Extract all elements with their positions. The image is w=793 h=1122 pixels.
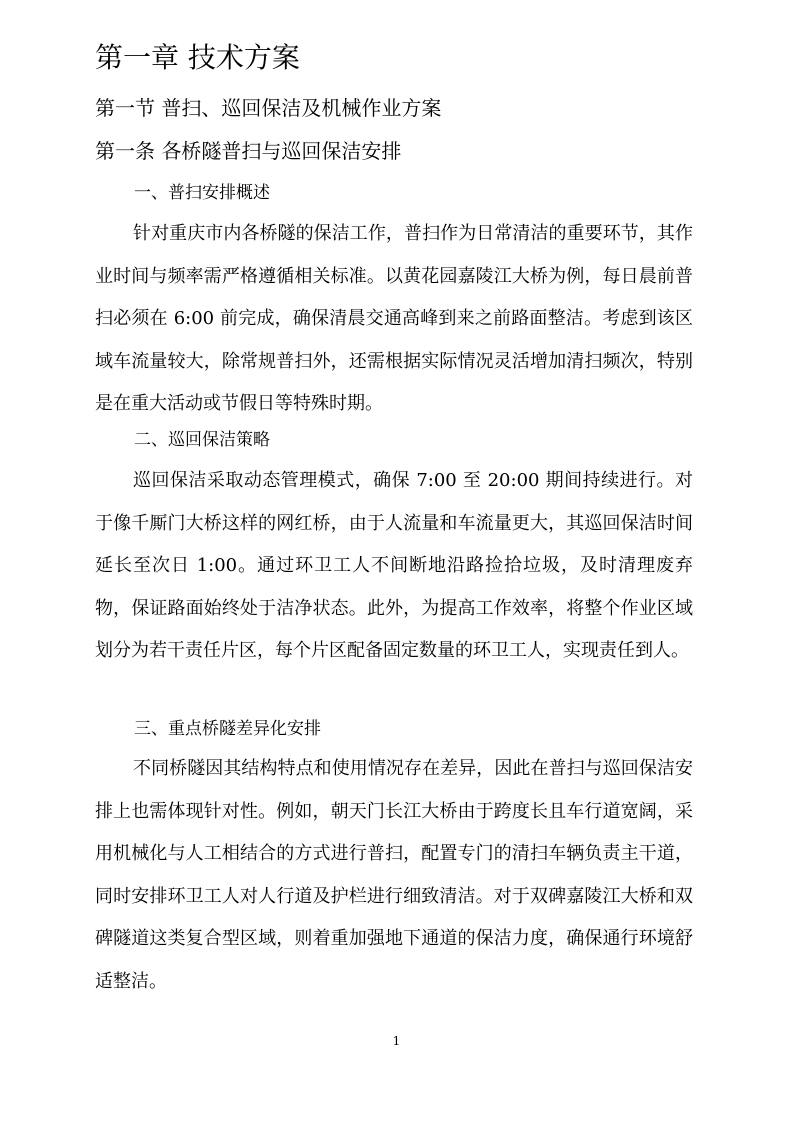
paragraph-patrol: 巡回保洁采取动态管理模式，确保 7:00 至 20:00 期间持续进行。对于像千厮门大桥这样的网红桥，由于人流量和车流量更大，其巡回保洁时间延长至次日 1:00。通过环卫工人不间断地沿路捡拾垃圾，及时清理废弃物，保证路面始终处于洁净状态。此外，为提高工作效率，将整个作业区域划分为若干责任片区，每个片区配备固定数量的环卫工人，实现责任到人。 [95,470,693,661]
section-title: 第一节 普扫、巡回保洁及机械作业方案 [95,96,442,120]
section-heading-overview: 一、普扫安排概述 [134,183,270,203]
paragraph-overview: 针对重庆市内各桥隧的保洁工作，普扫作为日常清洁的重要环节，其作业时间与频率需严格遵循相关标准。以黄花园嘉陵江大桥为例，每日晨前普扫必须在 6:00 前完成，确保清晨交通高峰到来之前路面整洁。考虑到该区域车流量较大，除常规普扫外，还需根据实际情况灵活增加清扫频次，特别是在重大活动或节假日等特殊时期。 [95,223,693,414]
page-number: 1 [392,1034,401,1048]
section-heading-patrol: 二、巡回保洁策略 [134,430,270,450]
section-heading-differentiated: 三、重点桥隧差异化安排 [134,719,321,739]
chapter-title: 第一章 技术方案 [95,41,300,74]
paragraph-differentiated: 不同桥隧因其结构特点和使用情况存在差异，因此在普扫与巡回保洁安排上也需体现针对性。例如，朝天门长江大桥由于跨度长且车行道宽阔，采用机械化与人工相结合的方式进行普扫，配置专门的清扫车辆负责主干道，同时安排环卫工人对人行道及护栏进行细致清洁。对于双碑嘉陵江大桥和双碑隧道这类复合型区域，则着重加强地下通道的保洁力度，确保通行环境舒适整洁。 [95,758,693,992]
article-title: 第一条 各桥隧普扫与巡回保洁安排 [95,139,402,163]
